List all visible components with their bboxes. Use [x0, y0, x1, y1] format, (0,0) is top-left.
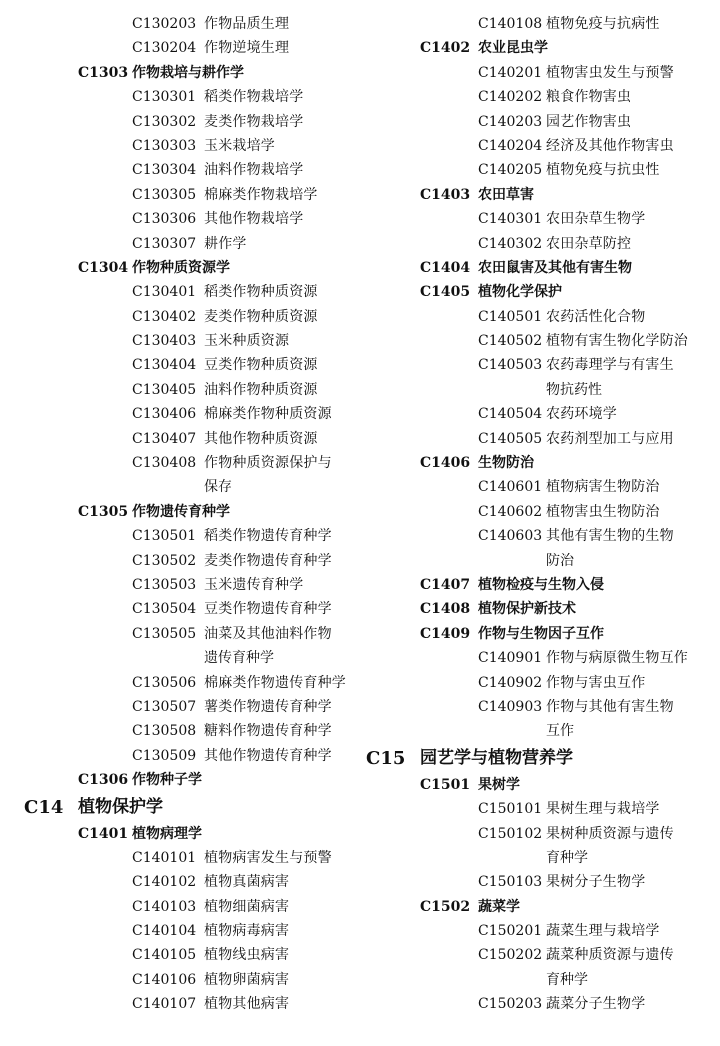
entry-name: 果树生理与栽培学 — [546, 801, 660, 818]
entry-name: 经济及其他作物害虫 — [546, 137, 674, 154]
entry-code: C1404 — [420, 259, 471, 276]
entry-name: 作物种子学 — [132, 772, 202, 789]
subsection-row — [360, 256, 720, 280]
entry-name: 育种学 — [546, 971, 588, 988]
entry-name: 麦类作物栽培学 — [204, 113, 304, 130]
right-column — [360, 12, 720, 1017]
entry-row — [0, 524, 360, 548]
entry-name: 农田草害 — [478, 186, 534, 203]
entry-name: 果树学 — [478, 776, 520, 793]
entry-name: 作物与害虫互作 — [546, 674, 646, 691]
entry-code: C15 — [366, 747, 406, 769]
entry-code: C1303 — [78, 64, 129, 81]
entry-row — [0, 353, 360, 377]
entry-name: 植物其他病害 — [204, 996, 290, 1013]
entry-row — [0, 968, 360, 992]
entry-code: C130508 — [132, 723, 197, 740]
entry-name: 农药剂型加工与应用 — [546, 430, 674, 447]
entry-name: 作物逆境生理 — [204, 40, 290, 57]
entry-row — [360, 134, 720, 158]
entry-row — [360, 870, 720, 894]
entry-code: C130406 — [132, 406, 197, 423]
entry-code: C130401 — [132, 284, 197, 301]
entry-code: C130303 — [132, 137, 197, 154]
entry-code: C1501 — [420, 776, 471, 793]
entry-name: 植物免疫与抗虫性 — [546, 162, 660, 179]
entry-row — [360, 475, 720, 499]
entry-row — [0, 622, 360, 646]
entry-name: 农田鼠害及其他有害生物 — [478, 259, 632, 276]
entry-name: 稻类作物种质资源 — [204, 284, 318, 301]
entry-name: 棉麻类作物遗传育种学 — [204, 674, 346, 691]
entry-row — [0, 305, 360, 329]
entry-name: 其他作物栽培学 — [204, 211, 304, 228]
entry-code: C150102 — [478, 825, 543, 842]
entry-row — [360, 232, 720, 256]
entry-row — [0, 183, 360, 207]
entry-name: 园艺学与植物营养学 — [420, 747, 573, 768]
entry-code: C140603 — [478, 528, 543, 545]
entry-row — [360, 695, 720, 719]
entry-code: C140108 — [478, 16, 543, 32]
entry-name: 植物化学保护 — [478, 284, 562, 301]
entry-name: 互作 — [546, 723, 574, 740]
entry-name: 作物遗传育种学 — [132, 503, 230, 520]
entry-code: C140205 — [478, 162, 543, 179]
entry-row — [0, 207, 360, 231]
entry-row — [360, 500, 720, 524]
entry-code: C140106 — [132, 971, 197, 988]
entry-code: C130408 — [132, 455, 197, 472]
entry-code: C1402 — [420, 40, 471, 57]
entry-code: C130203 — [132, 16, 197, 32]
entry-name: 作物品质生理 — [204, 16, 290, 32]
entry-code: C1403 — [420, 186, 471, 203]
entry-code: C130504 — [132, 601, 197, 618]
entry-code: C140602 — [478, 503, 543, 520]
entry-name: 蔬菜种质资源与遗传 — [546, 947, 674, 964]
entry-name: 果树种质资源与遗传 — [546, 825, 674, 842]
entry-row — [0, 85, 360, 109]
entry-name: 防治 — [546, 552, 574, 569]
entry-code: C1406 — [420, 455, 471, 472]
entry-code: C150202 — [478, 947, 543, 964]
entry-row — [0, 36, 360, 60]
subsection-row — [0, 256, 360, 280]
entry-name: 粮食作物害虫 — [546, 89, 632, 106]
subsection-row — [360, 573, 720, 597]
entry-row — [0, 671, 360, 695]
entry-row — [0, 573, 360, 597]
entry-code: C140202 — [478, 89, 543, 106]
entry-code: C140104 — [132, 923, 197, 940]
entry-name: 其他作物遗传育种学 — [204, 747, 332, 764]
entry-code: C140501 — [478, 308, 543, 325]
entry-code: C130407 — [132, 430, 197, 447]
entry-name: 植物害虫发生与预警 — [546, 64, 674, 81]
entry-code: C1405 — [420, 284, 471, 301]
entry-code: C140902 — [478, 674, 543, 691]
entry-code: C130402 — [132, 308, 197, 325]
entry-name: 蔬菜分子生物学 — [546, 996, 646, 1013]
entry-row — [360, 671, 720, 695]
entry-code: C140601 — [478, 479, 543, 496]
subsection-row — [360, 622, 720, 646]
entry-code: C130304 — [132, 162, 197, 179]
section-row — [0, 793, 360, 822]
entry-row — [360, 797, 720, 821]
entry-name: 玉米种质资源 — [204, 333, 290, 350]
entry-name: 作物栽培与耕作学 — [132, 64, 244, 81]
entry-code: C130404 — [132, 357, 197, 374]
entry-name: 耕作学 — [204, 235, 247, 252]
entry-name: 玉米遗传育种学 — [204, 576, 304, 593]
entry-code: C14 — [24, 796, 64, 818]
entry-name: 遗传育种学 — [204, 650, 274, 667]
subsection-row — [0, 61, 360, 85]
entry-name: 作物与病原微生物互作 — [546, 650, 688, 667]
entry-row — [0, 427, 360, 451]
entry-name: 保存 — [204, 479, 232, 496]
entry-name: 农业昆虫学 — [478, 40, 548, 57]
entry-name: 植物害虫生物防治 — [546, 503, 660, 520]
subsection-row — [360, 895, 720, 919]
entry-row — [0, 12, 360, 36]
entry-code: C140302 — [478, 235, 543, 252]
subsection-row — [360, 36, 720, 60]
entry-code: C140101 — [132, 849, 197, 866]
entry-code: C1408 — [420, 601, 471, 618]
entry-name: 物抗药性 — [546, 381, 602, 398]
entry-row — [360, 524, 720, 548]
entry-code: C150103 — [478, 874, 543, 891]
entry-code: C130506 — [132, 674, 197, 691]
entry-name: 生物防治 — [478, 455, 534, 472]
entry-row — [0, 329, 360, 353]
entry-row — [360, 85, 720, 109]
entry-name: 植物线虫病害 — [204, 947, 290, 964]
entry-code: C130302 — [132, 113, 197, 130]
entry-code: C130403 — [132, 333, 197, 350]
entry-code: C1502 — [420, 898, 471, 915]
entry-row — [360, 378, 720, 402]
entry-row — [360, 110, 720, 134]
entry-name: 稻类作物栽培学 — [204, 89, 304, 106]
entry-name: 蔬菜学 — [478, 898, 520, 915]
entry-name: 豆类作物种质资源 — [204, 357, 318, 374]
entry-name: 玉米栽培学 — [204, 137, 275, 154]
entry-row — [360, 329, 720, 353]
entry-name: 作物种质资源学 — [132, 259, 230, 276]
subsection-row — [360, 451, 720, 475]
entry-code: C150201 — [478, 923, 543, 940]
entry-code: C1306 — [78, 772, 129, 789]
entry-name: 棉麻类作物种质资源 — [204, 406, 332, 423]
entry-name: 植物检疫与生物入侵 — [478, 576, 604, 593]
entry-name: 农药毒理学与有害生 — [546, 357, 674, 374]
entry-name: 农田杂草生物学 — [546, 211, 646, 228]
entry-row — [360, 992, 720, 1016]
entry-code: C130305 — [132, 186, 197, 203]
entry-name: 植物有害生物化学防治 — [546, 333, 688, 350]
entry-name: 麦类作物种质资源 — [204, 308, 318, 325]
entry-code: C150203 — [478, 996, 543, 1013]
entry-code: C1407 — [420, 576, 471, 593]
entry-code: C130306 — [132, 211, 197, 228]
entry-row — [360, 822, 720, 846]
subsection-row — [360, 597, 720, 621]
entry-name: 植物病毒病害 — [204, 923, 290, 940]
entry-name: 作物与其他有害生物 — [546, 698, 674, 715]
entry-name: 植物保护新技术 — [478, 601, 576, 618]
entry-name: 植物病理学 — [132, 825, 202, 842]
entry-name: 作物种质资源保护与 — [204, 455, 332, 472]
entry-row — [360, 61, 720, 85]
entry-row — [0, 695, 360, 719]
entry-row — [360, 646, 720, 670]
entry-row — [0, 280, 360, 304]
entry-code: C1409 — [420, 625, 471, 642]
entry-name: 糖料作物遗传育种学 — [204, 723, 332, 740]
entry-code: C140903 — [478, 698, 543, 715]
entry-code: C140503 — [478, 357, 543, 374]
entry-name: 油菜及其他油料作物 — [204, 625, 332, 642]
entry-code: C140301 — [478, 211, 543, 228]
subsection-row — [360, 773, 720, 797]
entry-code: C130502 — [132, 552, 197, 569]
subsection-row — [360, 183, 720, 207]
entry-row — [0, 919, 360, 943]
entry-code: C130501 — [132, 528, 197, 545]
entry-code: C140204 — [478, 137, 543, 154]
entry-code: C130507 — [132, 698, 197, 715]
entry-row — [0, 402, 360, 426]
entry-name: 其他有害生物的生物 — [546, 528, 674, 545]
entry-row — [0, 134, 360, 158]
entry-name: 其他作物种质资源 — [204, 430, 318, 447]
entry-row — [360, 158, 720, 182]
entry-row — [0, 158, 360, 182]
entry-row — [0, 719, 360, 743]
entry-row — [0, 744, 360, 768]
entry-name: 油料作物种质资源 — [204, 381, 318, 398]
entry-row — [0, 378, 360, 402]
entry-code: C140203 — [478, 113, 543, 130]
entry-code: C140107 — [132, 996, 197, 1013]
subsection-row — [0, 500, 360, 524]
entry-row — [0, 943, 360, 967]
entry-code: C130307 — [132, 235, 197, 252]
entry-name: 育种学 — [546, 849, 588, 866]
entry-code: C130503 — [132, 576, 197, 593]
entry-row — [0, 110, 360, 134]
entry-row — [0, 870, 360, 894]
entry-row — [360, 943, 720, 967]
subsection-row — [0, 768, 360, 792]
entry-row — [0, 549, 360, 573]
entry-name: 作物与生物因子互作 — [478, 625, 604, 642]
entry-code: C140901 — [478, 650, 543, 667]
entry-row — [360, 846, 720, 870]
entry-code: C130509 — [132, 747, 197, 764]
entry-row — [360, 968, 720, 992]
entry-code: C140105 — [132, 947, 197, 964]
entry-name: 农药环境学 — [546, 406, 617, 423]
entry-name: 豆类作物遗传育种学 — [204, 601, 332, 618]
entry-code: C150101 — [478, 801, 543, 818]
entry-code: C140102 — [132, 874, 197, 891]
entry-row — [360, 12, 720, 36]
entry-name: 棉麻类作物栽培学 — [204, 186, 318, 203]
entry-name: 果树分子生物学 — [546, 874, 646, 891]
entry-code: C140504 — [478, 406, 543, 423]
entry-name: 植物真菌病害 — [204, 874, 290, 891]
entry-name: 植物保护学 — [78, 796, 163, 817]
entry-name: 稻类作物遗传育种学 — [204, 528, 332, 545]
entry-code: C130204 — [132, 40, 197, 57]
entry-name: 油料作物栽培学 — [204, 162, 304, 179]
entry-row — [0, 992, 360, 1016]
entry-name: 植物病害发生与预警 — [204, 849, 332, 866]
entry-name: 农田杂草防控 — [546, 235, 632, 252]
entry-row — [0, 475, 360, 499]
entry-row — [0, 846, 360, 870]
entry-row — [360, 549, 720, 573]
subsection-row — [0, 822, 360, 846]
entry-code: C130505 — [132, 625, 197, 642]
section-row — [360, 744, 720, 773]
entry-name: 植物卵菌病害 — [204, 971, 290, 988]
entry-row — [0, 232, 360, 256]
entry-code: C140201 — [478, 64, 543, 81]
subsection-row — [360, 280, 720, 304]
entry-name: 植物细菌病害 — [204, 898, 290, 915]
entry-name: 园艺作物害虫 — [546, 113, 632, 130]
entry-name: 薯类作物遗传育种学 — [204, 698, 332, 715]
entry-code: C140502 — [478, 333, 543, 350]
entry-code: C1304 — [78, 259, 129, 276]
entry-row — [360, 427, 720, 451]
entry-row — [0, 597, 360, 621]
entry-row — [360, 402, 720, 426]
entry-name: 农药活性化合物 — [546, 308, 646, 325]
entry-row — [0, 451, 360, 475]
entry-row — [360, 719, 720, 743]
entry-code: C130405 — [132, 381, 197, 398]
entry-row — [0, 646, 360, 670]
entry-row — [360, 207, 720, 231]
entry-code: C130301 — [132, 89, 197, 106]
entry-row — [360, 919, 720, 943]
entry-code: C1305 — [78, 503, 129, 520]
entry-code: C140505 — [478, 430, 543, 447]
entry-code: C1401 — [78, 825, 129, 842]
entry-name: 植物免疫与抗病性 — [546, 16, 660, 32]
entry-code: C140103 — [132, 898, 197, 915]
entry-row — [360, 353, 720, 377]
entry-name: 麦类作物遗传育种学 — [204, 552, 332, 569]
entry-row — [0, 895, 360, 919]
entry-name: 植物病害生物防治 — [546, 479, 660, 496]
entry-row — [360, 305, 720, 329]
entry-name: 蔬菜生理与栽培学 — [546, 923, 660, 940]
left-column — [0, 12, 360, 1017]
